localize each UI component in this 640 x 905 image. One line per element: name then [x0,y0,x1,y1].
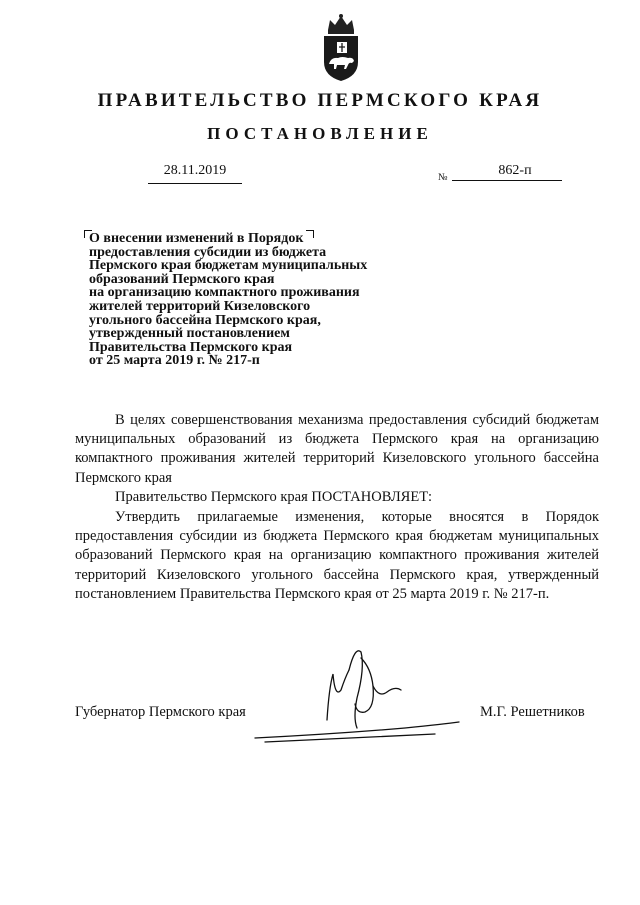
subject-line: жителей территорий Кизеловского [89,298,311,314]
number-underline [452,180,562,181]
date-underline [148,183,242,184]
number-sign: № [438,172,448,183]
government-title: ПРАВИТЕЛЬСТВО ПЕРМСКОГО КРАЯ [97,90,543,111]
subject-line: утвержденный постановлением [89,326,290,342]
signatory-name: М.Г. Решетников [480,704,585,720]
subject-line: на организацию компактного проживания [89,285,360,301]
body-paragraph-purpose: В целях совершенствования механизма предоставления субсидий бюджетам муниципальных образований из бюджета Пермского края на организацию компактного проживания жителей территорий Кизеловского угольного бассейна Пермского края [75,412,599,486]
handwritten-signature-icon [245,638,465,748]
subject-line: Пермского края бюджетам муниципальных [89,258,368,274]
document-date: 28.11.2019 [163,163,227,178]
body-paragraph-resolves: Правительство Пермского края ПОСТАНОВЛЯЕТ: [115,489,433,505]
document-subject [89,232,419,368]
subject-line: от 25 марта 2019 г. № 217-п [89,353,260,369]
subject-line: образований Пермского края [89,271,275,287]
document-type: ПОСТАНОВЛЕНИЕ [207,124,433,143]
subject-line: угольного бассейна Пермского края, [89,312,321,328]
body-paragraph-approve: Утвердить прилагаемые изменения, которые вносятся в Порядок предоставления субсидии из бюджета Пермского края бюджетам муниципальных образований Пермского края на организацию компактного проживания жителей территорий Кизеловского угольного бассейна Пермского края, утвержденный постановлением Правительства Пермского края от 25 марта 2019 г. № 217-п. [75,509,599,602]
coat-of-arms-icon [318,12,364,82]
subject-line: Правительства Пермского края [89,339,293,355]
subject-line: О внесении изменений в Порядок [89,231,304,246]
signatory-position: Губернатор Пермского края [75,704,246,720]
document-number: 862-п [498,163,532,178]
subject-line: предоставления субсидии из бюджета [89,244,327,260]
